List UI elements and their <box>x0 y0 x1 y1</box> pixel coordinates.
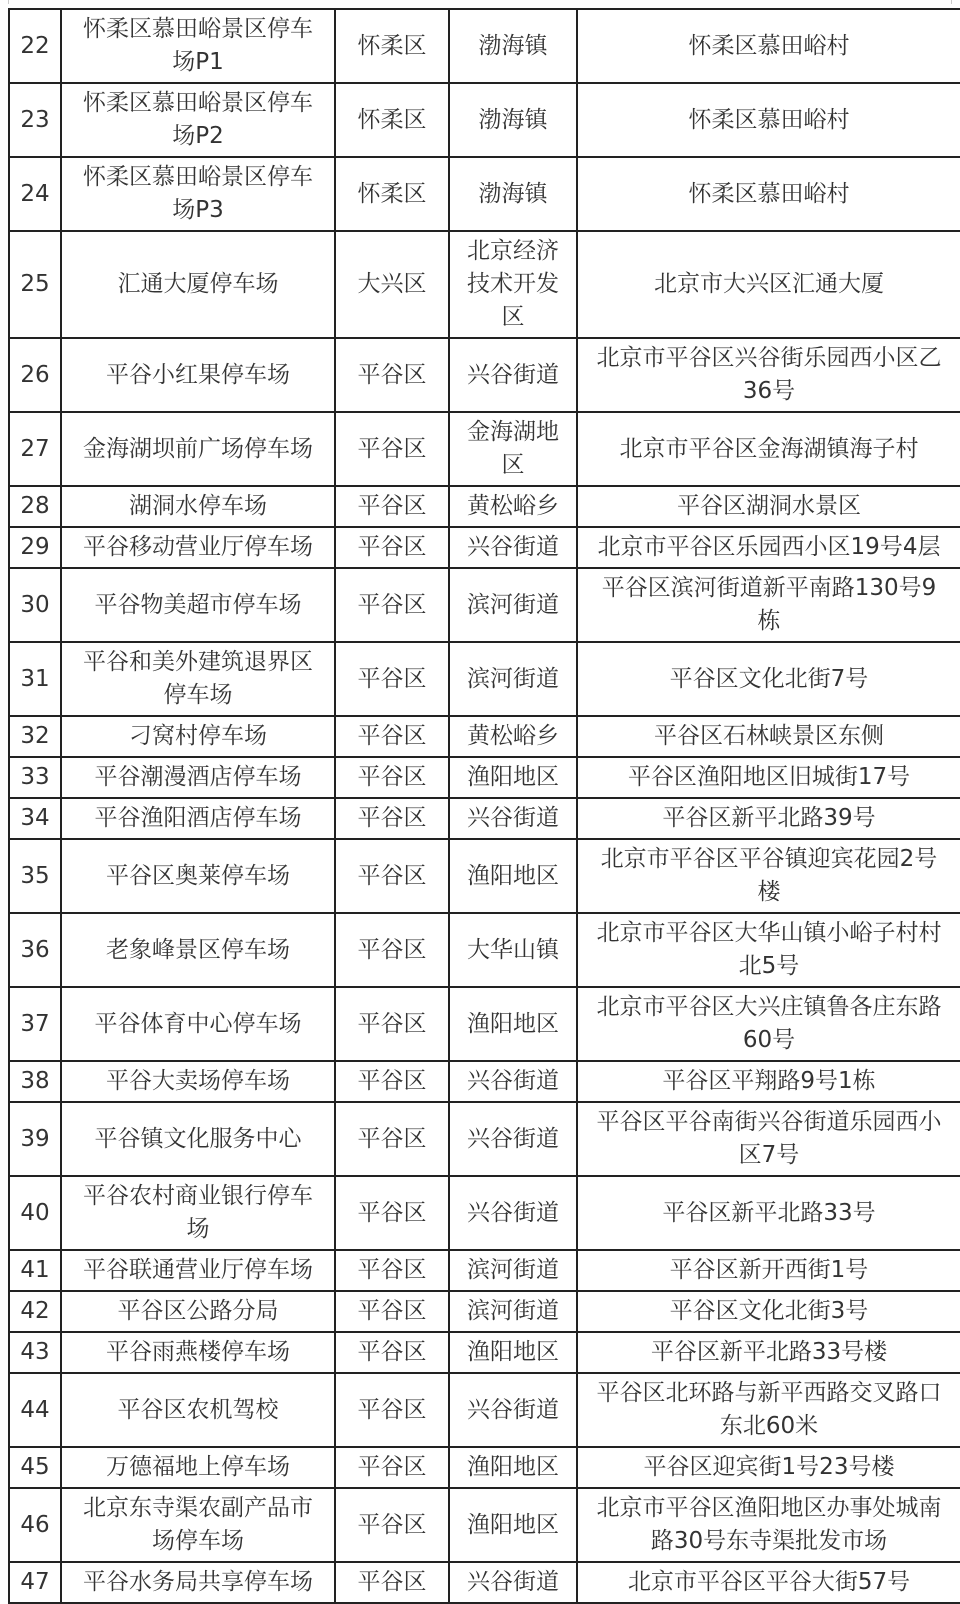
parking-lot-name-cell: 怀柔区慕田峪景区停车场P3 <box>61 157 335 231</box>
district-cell: 怀柔区 <box>335 9 449 83</box>
table-row <box>9 527 960 568</box>
parking-lot-name-cell: 平谷农村商业银行停车场 <box>61 1176 335 1250</box>
town-street-cell: 渔阳地区 <box>449 987 577 1061</box>
row-number-cell: 28 <box>9 486 61 527</box>
parking-lot-name-cell: 刁窝村停车场 <box>61 716 335 757</box>
row-number-cell: 27 <box>9 412 61 486</box>
address-cell: 北京市平谷区兴谷街乐园西小区乙36号 <box>577 338 960 412</box>
district-cell: 平谷区 <box>335 987 449 1061</box>
parking-lot-name-cell: 汇通大厦停车场 <box>61 231 335 338</box>
parking-lot-name-cell: 北京东寺渠农副产品市场停车场 <box>61 1488 335 1562</box>
row-number-cell: 37 <box>9 987 61 1061</box>
parking-lot-name-cell: 怀柔区慕田峪景区停车场P2 <box>61 83 335 157</box>
address-cell: 平谷区新平北路39号 <box>577 798 960 839</box>
table-row <box>9 1102 960 1176</box>
parking-lot-name-cell: 平谷大卖场停车场 <box>61 1061 335 1102</box>
parking-lot-name-cell: 平谷潮漫酒店停车场 <box>61 757 335 798</box>
row-number-cell: 32 <box>9 716 61 757</box>
row-number-cell: 34 <box>9 798 61 839</box>
address-cell: 北京市平谷区乐园西小区19号4层 <box>577 527 960 568</box>
address-cell: 北京市平谷区金海湖镇海子村 <box>577 412 960 486</box>
parking-lot-name-cell: 平谷和美外建筑退界区停车场 <box>61 642 335 716</box>
district-cell: 平谷区 <box>335 1562 449 1603</box>
row-number-cell: 23 <box>9 83 61 157</box>
town-street-cell: 渤海镇 <box>449 83 577 157</box>
table-row <box>9 798 960 839</box>
parking-lot-name-cell: 老象峰景区停车场 <box>61 913 335 987</box>
town-street-cell: 渔阳地区 <box>449 1447 577 1488</box>
row-number-cell: 47 <box>9 1562 61 1603</box>
row-number-cell: 33 <box>9 757 61 798</box>
district-cell: 平谷区 <box>335 1447 449 1488</box>
table-row <box>9 412 960 486</box>
address-cell: 平谷区湖洞水景区 <box>577 486 960 527</box>
row-number-cell: 42 <box>9 1291 61 1332</box>
town-street-cell: 滨河街道 <box>449 568 577 642</box>
district-cell: 平谷区 <box>335 338 449 412</box>
address-cell: 怀柔区慕田峪村 <box>577 157 960 231</box>
address-cell: 怀柔区慕田峪村 <box>577 9 960 83</box>
table-row <box>9 1176 960 1250</box>
row-number-cell: 22 <box>9 9 61 83</box>
district-cell: 平谷区 <box>335 757 449 798</box>
parking-lot-name-cell: 湖洞水停车场 <box>61 486 335 527</box>
table-row <box>9 1061 960 1102</box>
row-number-cell: 44 <box>9 1373 61 1447</box>
district-cell: 平谷区 <box>335 486 449 527</box>
row-number-cell: 25 <box>9 231 61 338</box>
table-row <box>9 157 960 231</box>
row-number-cell: 39 <box>9 1102 61 1176</box>
parking-lot-name-cell: 平谷雨燕楼停车场 <box>61 1332 335 1373</box>
table-row <box>9 716 960 757</box>
table-row <box>9 1447 960 1488</box>
parking-lot-name-cell: 平谷渔阳酒店停车场 <box>61 798 335 839</box>
parking-lot-name-cell: 平谷物美超市停车场 <box>61 568 335 642</box>
town-street-cell: 渔阳地区 <box>449 839 577 913</box>
parking-lot-name-cell: 平谷小红果停车场 <box>61 338 335 412</box>
town-street-cell: 渔阳地区 <box>449 1332 577 1373</box>
parking-lot-name-cell: 平谷体育中心停车场 <box>61 987 335 1061</box>
town-street-cell: 兴谷街道 <box>449 338 577 412</box>
address-cell: 平谷区文化北街7号 <box>577 642 960 716</box>
district-cell: 大兴区 <box>335 231 449 338</box>
table-row <box>9 568 960 642</box>
address-cell: 平谷区滨河街道新平南路130号9栋 <box>577 568 960 642</box>
town-street-cell: 渤海镇 <box>449 9 577 83</box>
table-row <box>9 486 960 527</box>
district-cell: 平谷区 <box>335 642 449 716</box>
row-number-cell: 31 <box>9 642 61 716</box>
town-street-cell: 兴谷街道 <box>449 798 577 839</box>
district-cell: 平谷区 <box>335 839 449 913</box>
row-number-cell: 43 <box>9 1332 61 1373</box>
address-cell: 平谷区新开西街1号 <box>577 1250 960 1291</box>
parking-lot-name-cell: 怀柔区慕田峪景区停车场P1 <box>61 9 335 83</box>
parking-lot-name-cell: 平谷区奥莱停车场 <box>61 839 335 913</box>
address-cell: 北京市平谷区大兴庄镇鲁各庄东路60号 <box>577 987 960 1061</box>
address-cell: 怀柔区慕田峪村 <box>577 83 960 157</box>
address-cell: 北京市平谷区大华山镇小峪子村村北5号 <box>577 913 960 987</box>
town-street-cell: 滨河街道 <box>449 642 577 716</box>
town-street-cell: 黄松峪乡 <box>449 716 577 757</box>
row-number-cell: 36 <box>9 913 61 987</box>
town-street-cell: 兴谷街道 <box>449 1061 577 1102</box>
parking-lot-name-cell: 平谷水务局共享停车场 <box>61 1562 335 1603</box>
district-cell: 平谷区 <box>335 913 449 987</box>
table-row <box>9 839 960 913</box>
town-street-cell: 黄松峪乡 <box>449 486 577 527</box>
district-cell: 怀柔区 <box>335 157 449 231</box>
town-street-cell: 兴谷街道 <box>449 1373 577 1447</box>
address-cell: 平谷区新平北路33号 <box>577 1176 960 1250</box>
parking-lot-name-cell: 金海湖坝前广场停车场 <box>61 412 335 486</box>
town-street-cell: 兴谷街道 <box>449 527 577 568</box>
table-row <box>9 338 960 412</box>
table-row <box>9 1373 960 1447</box>
district-cell: 平谷区 <box>335 716 449 757</box>
table-row <box>9 1332 960 1373</box>
town-street-cell: 金海湖地区 <box>449 412 577 486</box>
row-number-cell: 29 <box>9 527 61 568</box>
town-street-cell: 渔阳地区 <box>449 757 577 798</box>
address-cell: 平谷区平谷南街兴谷街道乐园西小区7号 <box>577 1102 960 1176</box>
town-street-cell: 兴谷街道 <box>449 1176 577 1250</box>
parking-lot-name-cell: 万德福地上停车场 <box>61 1447 335 1488</box>
town-street-cell: 渔阳地区 <box>449 1488 577 1562</box>
district-cell: 平谷区 <box>335 1250 449 1291</box>
district-cell: 平谷区 <box>335 1332 449 1373</box>
address-cell: 平谷区渔阳地区旧城街17号 <box>577 757 960 798</box>
table-row <box>9 1562 960 1603</box>
district-cell: 平谷区 <box>335 568 449 642</box>
town-street-cell: 兴谷街道 <box>449 1102 577 1176</box>
address-cell: 北京市平谷区平谷大街57号 <box>577 1562 960 1603</box>
page-edge <box>8 0 952 4</box>
address-cell: 平谷区迎宾街1号23号楼 <box>577 1447 960 1488</box>
district-cell: 怀柔区 <box>335 83 449 157</box>
row-number-cell: 26 <box>9 338 61 412</box>
district-cell: 平谷区 <box>335 1488 449 1562</box>
town-street-cell: 大华山镇 <box>449 913 577 987</box>
address-cell: 平谷区石林峡景区东侧 <box>577 716 960 757</box>
town-street-cell: 兴谷街道 <box>449 1562 577 1603</box>
parking-lot-table <box>8 8 960 1604</box>
table-row <box>9 1488 960 1562</box>
parking-lot-name-cell: 平谷联通营业厅停车场 <box>61 1250 335 1291</box>
town-street-cell: 渤海镇 <box>449 157 577 231</box>
table-row <box>9 83 960 157</box>
district-cell: 平谷区 <box>335 1373 449 1447</box>
address-cell: 北京市平谷区渔阳地区办事处城南路30号东寺渠批发市场 <box>577 1488 960 1562</box>
address-cell: 北京市平谷区平谷镇迎宾花园2号楼 <box>577 839 960 913</box>
row-number-cell: 45 <box>9 1447 61 1488</box>
town-street-cell: 北京经济技术开发区 <box>449 231 577 338</box>
table-row <box>9 913 960 987</box>
parking-lot-name-cell: 平谷镇文化服务中心 <box>61 1102 335 1176</box>
row-number-cell: 40 <box>9 1176 61 1250</box>
address-cell: 平谷区文化北街3号 <box>577 1291 960 1332</box>
district-cell: 平谷区 <box>335 412 449 486</box>
district-cell: 平谷区 <box>335 798 449 839</box>
table-row <box>9 757 960 798</box>
row-number-cell: 41 <box>9 1250 61 1291</box>
row-number-cell: 38 <box>9 1061 61 1102</box>
table-row <box>9 987 960 1061</box>
row-number-cell: 35 <box>9 839 61 913</box>
table-row <box>9 1291 960 1332</box>
district-cell: 平谷区 <box>335 1176 449 1250</box>
row-number-cell: 46 <box>9 1488 61 1562</box>
parking-lot-name-cell: 平谷区农机驾校 <box>61 1373 335 1447</box>
district-cell: 平谷区 <box>335 527 449 568</box>
address-cell: 平谷区平翔路9号1栋 <box>577 1061 960 1102</box>
district-cell: 平谷区 <box>335 1061 449 1102</box>
row-number-cell: 30 <box>9 568 61 642</box>
town-street-cell: 滨河街道 <box>449 1250 577 1291</box>
table-row <box>9 9 960 83</box>
address-cell: 平谷区北环路与新平西路交叉路口东北60米 <box>577 1373 960 1447</box>
row-number-cell: 24 <box>9 157 61 231</box>
table-body <box>9 9 960 1603</box>
table-row <box>9 231 960 338</box>
address-cell: 平谷区新平北路33号楼 <box>577 1332 960 1373</box>
district-cell: 平谷区 <box>335 1291 449 1332</box>
parking-lot-name-cell: 平谷区公路分局 <box>61 1291 335 1332</box>
table-row <box>9 1250 960 1291</box>
parking-lot-name-cell: 平谷移动营业厅停车场 <box>61 527 335 568</box>
table-row <box>9 642 960 716</box>
town-street-cell: 滨河街道 <box>449 1291 577 1332</box>
address-cell: 北京市大兴区汇通大厦 <box>577 231 960 338</box>
district-cell: 平谷区 <box>335 1102 449 1176</box>
